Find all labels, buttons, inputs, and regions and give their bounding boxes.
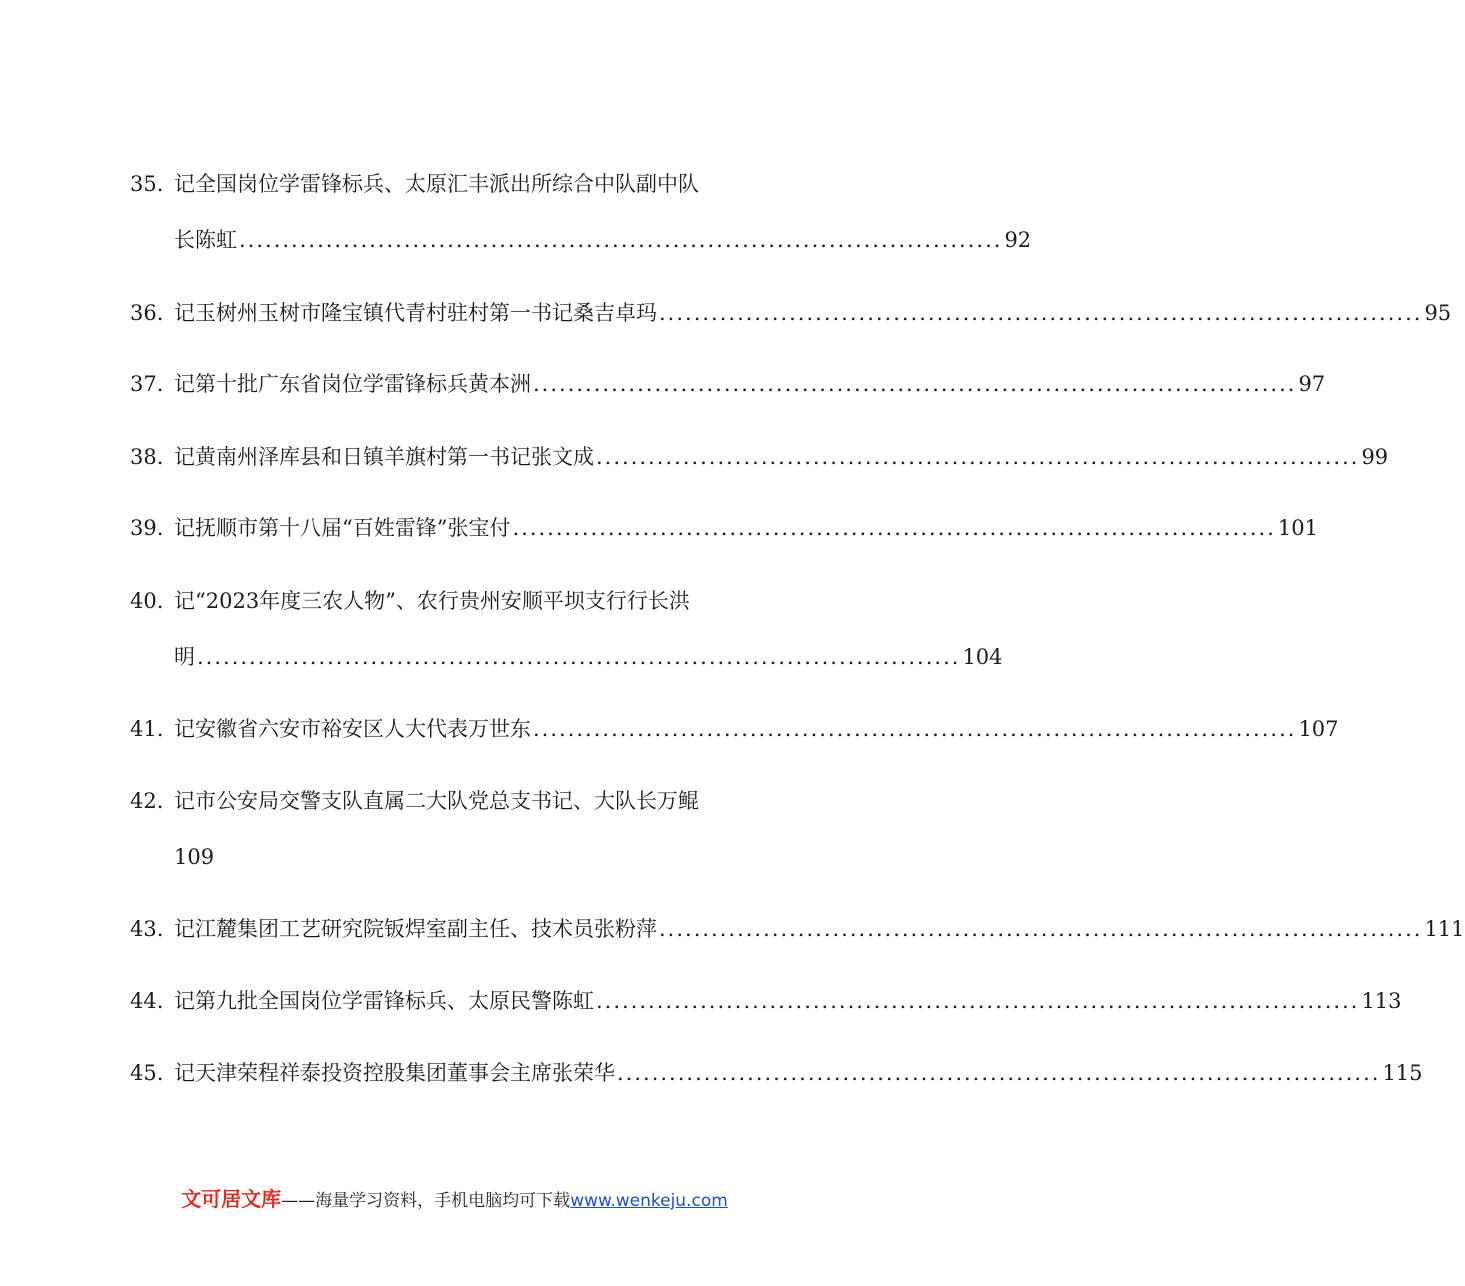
entry-page-number: 107 (1298, 717, 1339, 741)
entry-page-number: 92 (1004, 228, 1032, 252)
entry-page-number: 101 (1277, 516, 1319, 540)
dot-leader: ........................................................................................ (533, 717, 1297, 741)
entry-page-number: 115 (1382, 1061, 1423, 1085)
toc-entry-44[interactable] (130, 987, 1402, 1015)
toc-entry-39[interactable] (130, 514, 1319, 542)
dot-leader: ........................................................................................ (617, 1061, 1381, 1085)
entry-number: 35. (130, 172, 164, 196)
toc-entry-41[interactable] (130, 715, 1339, 743)
dot-leader: ........................................................................................ (659, 917, 1423, 941)
toc-entry-40[interactable] (130, 587, 1003, 671)
entry-page-number: 99 (1361, 445, 1389, 469)
entry-page-number: 109 (174, 845, 215, 869)
entry-number: 45. (130, 1061, 164, 1085)
website-link[interactable]: www.wenkeju.com (570, 1191, 728, 1211)
entry-page-number: 104 (962, 645, 1003, 669)
entry-title: 记“2023年度三农人物”、农行贵州安顺平坝支行行长洪 (174, 589, 690, 613)
entry-title: 记抚顺市第十八届“百姓雷锋”张宝付 (174, 516, 511, 540)
dot-leader: ........................................................................................ (512, 516, 1276, 540)
entry-number: 43. (130, 917, 164, 941)
toc-entry-45[interactable] (130, 1059, 1423, 1087)
entry-number: 44. (130, 989, 164, 1013)
entry-title: 记黄南州泽库县和日镇羊旗村第一书记张文成 (174, 445, 594, 469)
entry-number: 41. (130, 717, 164, 741)
entry-number: 37. (130, 372, 164, 396)
footer-banner (0, 1183, 909, 1212)
entry-title-continued: 长陈虹 (174, 228, 237, 252)
entry-title: 记第九批全国岗位学雷锋标兵、太原民警陈虹 (174, 989, 594, 1013)
dot-leader: ........................................................................................ (197, 645, 961, 669)
entry-number: 42. (130, 789, 164, 813)
entry-title: 记第十批广东省岗位学雷锋标兵黄本洲 (174, 372, 531, 396)
entry-title: 记江麓集团工艺研究院钣焊室副主任、技术员张粉萍 (174, 917, 657, 941)
toc-entry-35[interactable] (130, 170, 1032, 254)
footer-slogan: ——海量学习资料，手机电脑均可下载 (281, 1191, 571, 1211)
dot-leader: ........................................................................................ (533, 372, 1297, 396)
entry-title: 记安徽省六安市裕安区人大代表万世东 (174, 717, 531, 741)
dot-leader: ........................................................................................ (596, 989, 1360, 1013)
toc-entry-36[interactable] (130, 299, 1452, 327)
brand-name: 文可居文库 (181, 1187, 282, 1211)
entry-number: 39. (130, 516, 164, 540)
entry-number: 38. (130, 445, 164, 469)
entry-page-number: 97 (1298, 372, 1326, 396)
entry-number: 40. (130, 589, 164, 613)
entry-title-continued: 明 (174, 645, 195, 669)
toc-entry-38[interactable] (130, 443, 1389, 471)
entry-page-number: 113 (1361, 989, 1402, 1013)
dot-leader: ........................................................................................ (596, 445, 1360, 469)
entry-number: 36. (130, 301, 164, 325)
dot-leader: ........................................................................................ (239, 228, 1003, 252)
entry-title: 记市公安局交警支队直属二大队党总支书记、大队长万鲲 (174, 789, 699, 813)
entry-title: 记天津荣程祥泰投资控股集团董事会主席张荣华 (174, 1061, 615, 1085)
toc-entry-43[interactable] (130, 915, 1465, 943)
toc-entry-37[interactable] (130, 370, 1326, 398)
dot-leader: ........................................................................................ (659, 301, 1423, 325)
entry-page-number: 95 (1424, 301, 1452, 325)
entry-title: 记全国岗位学雷锋标兵、太原汇丰派出所综合中队副中队 (174, 172, 699, 196)
entry-title: 记玉树州玉树市隆宝镇代青村驻村第一书记桑吉卓玛 (174, 301, 657, 325)
toc-entry-42[interactable] (130, 787, 870, 871)
entry-page-number: 111 (1424, 917, 1465, 941)
